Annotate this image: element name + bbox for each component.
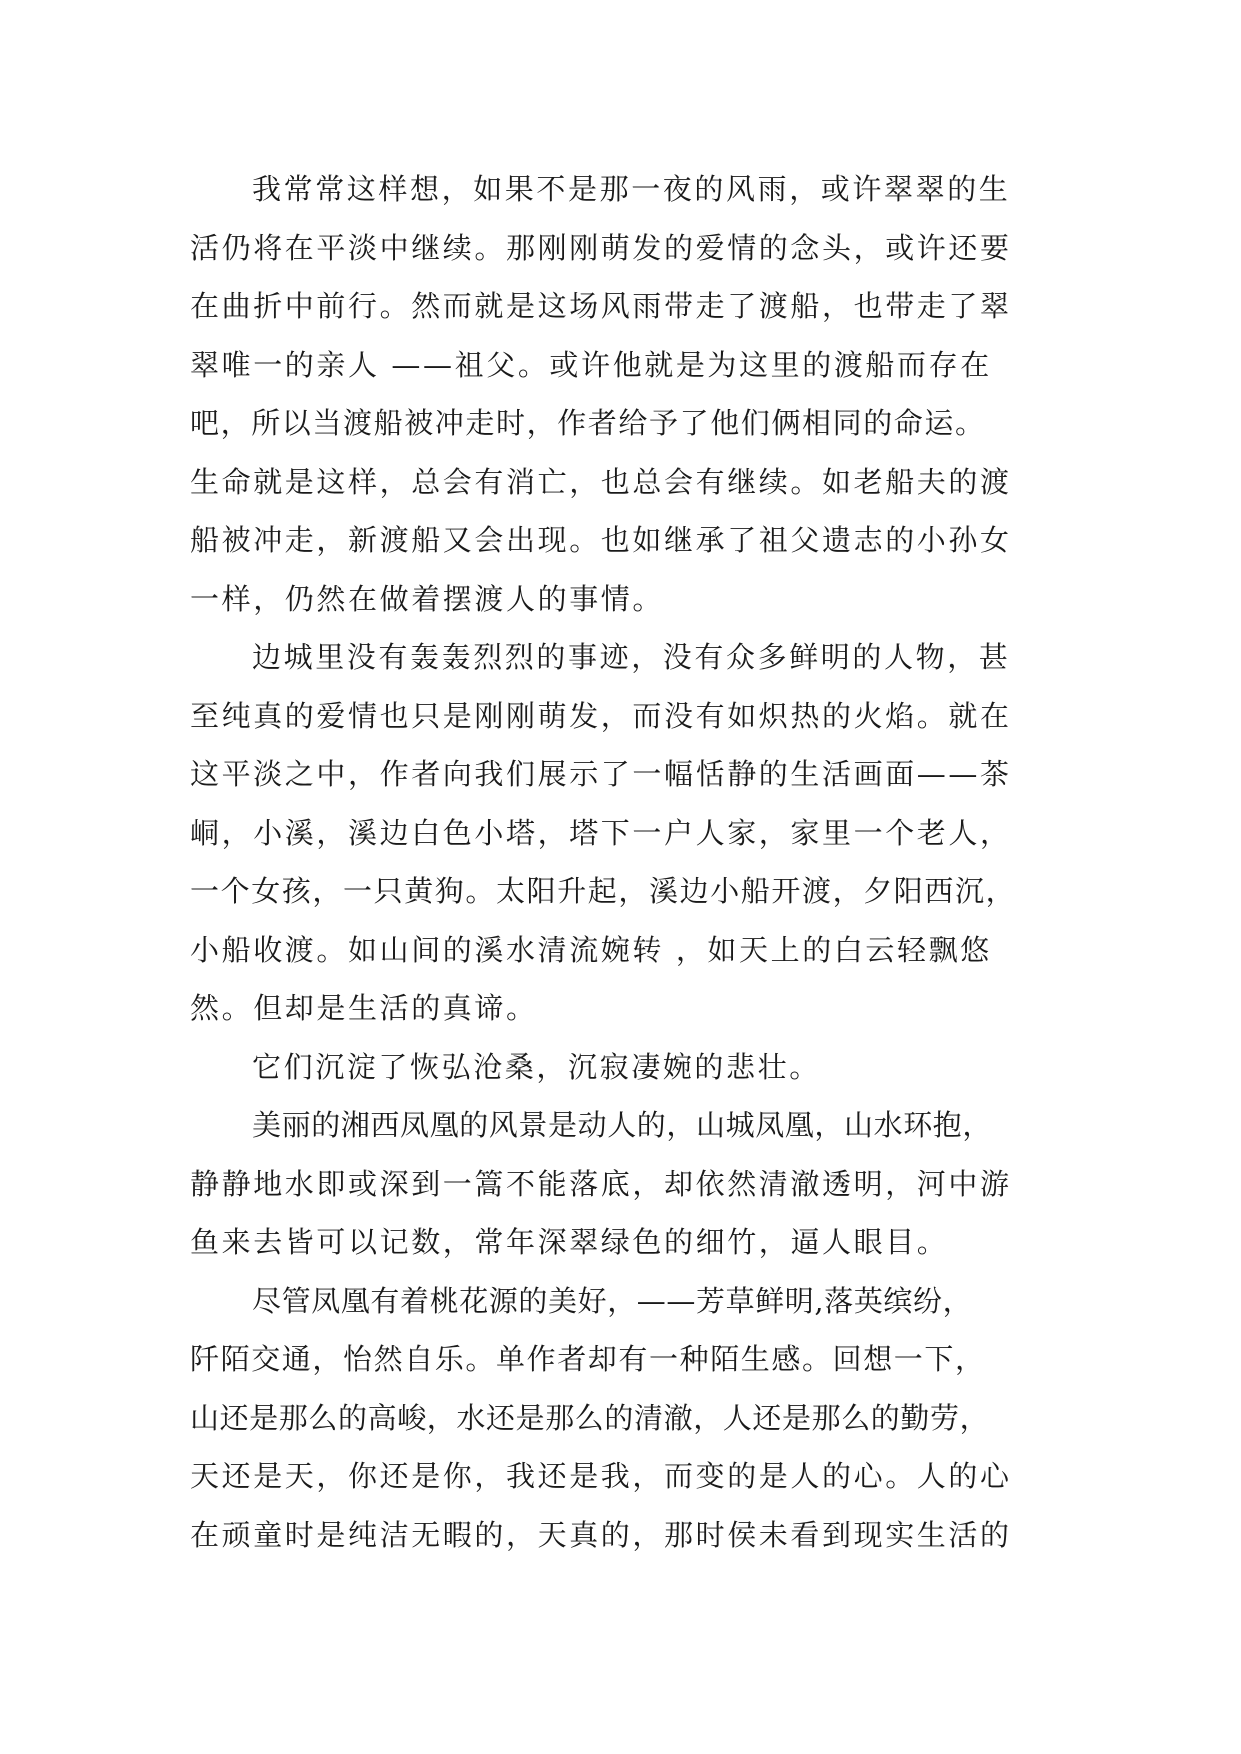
paragraph-1-line-1: 我常常这样想，如果不是那一夜的风雨，或许翠翠的生 [252,172,1011,206]
paragraph-1-line-5: 吧，所以当渡船被冲走时，作者给予了他们俩相同的命运。 [190,406,986,440]
paragraph-1-line-3: 在曲折中前行。然而就是这场风雨带走了渡船，也带走了翠 [190,289,1012,323]
paragraph-4-line-2: 静静地水即或深到一篙不能落底，却依然清澈透明，河中游 [190,1166,1012,1201]
paragraph-4-line-3: 鱼来去皆可以记数，常年深翠绿色的细竹，逼人眼目。 [190,1225,949,1259]
paragraph-2-line-5: 一个女孩，一只黄狗。太阳升起，溪边小船开渡，夕阳西沉， [190,874,1017,908]
paragraph-2-line-1: 边城里没有轰轰烈烈的事迹，没有众多鲜明的人物，甚 [252,640,1011,674]
paragraph-1-line-6: 生命就是这样，总会有消亡，也总会有继续。如老船夫的渡 [190,464,1012,499]
paragraph-1-line-7: 船被冲走，新渡船又会出现。也如继承了祖父遗志的小孙女 [190,523,1012,557]
paragraph-1-line-2: 活仍将在平淡中继续。那刚刚萌发的爱情的念头，或许还要 [190,230,1012,265]
paragraph-5-line-1: 尽管凤凰有着桃花源的美好，——芳草鲜明,落英缤纷， [252,1283,973,1318]
paragraph-2-line-6: 小船收渡。如山间的溪水清流婉转 ，如天上的白云轻飘悠 [190,932,992,967]
paragraph-1-line-4: 翠唯一的亲人 ——祖父。或许他就是为这里的渡船而存在 [190,347,992,382]
paragraph-4-line-1: 美丽的湘西凤凰的风景是动人的，山城凤凰，山水环抱， [252,1108,993,1142]
paragraph-2-line-2: 至纯真的爱情也只是刚刚萌发，而没有如炽热的火焰。就在 [190,698,1012,733]
paragraph-1-line-8: 一样，仍然在做着摆渡人的事情。 [190,581,665,616]
paragraph-5-line-2: 阡陌交通，怡然自乐。单作者却有一种陌生感。回想一下， [190,1342,986,1376]
paragraph-5-line-3: 山还是那么的高峻，水还是那么的清澈，人还是那么的勤劳， [190,1400,990,1435]
body-text [190,160,1050,1564]
paragraph-5-line-5: 在顽童时是纯洁无暇的，天真的，那时侯未看到现实生活的 [190,1517,1012,1552]
paragraph-2-line-3: 这平淡之中，作者向我们展示了一幅恬静的生活画面——茶 [190,757,1012,791]
paragraph-2-line-7: 然。但却是生活的真谛。 [190,991,538,1025]
paragraph-2-line-4: 峒，小溪，溪边白色小塔，塔下一户人家，家里一个老人， [190,815,1012,850]
paragraph-3-line-1: 它们沉淀了恢弘沧桑，沉寂凄婉的悲壮。 [252,1049,821,1084]
paragraph-5-line-4: 天还是天，你还是你，我还是我，而变的是人的心。人的心 [190,1459,1012,1493]
